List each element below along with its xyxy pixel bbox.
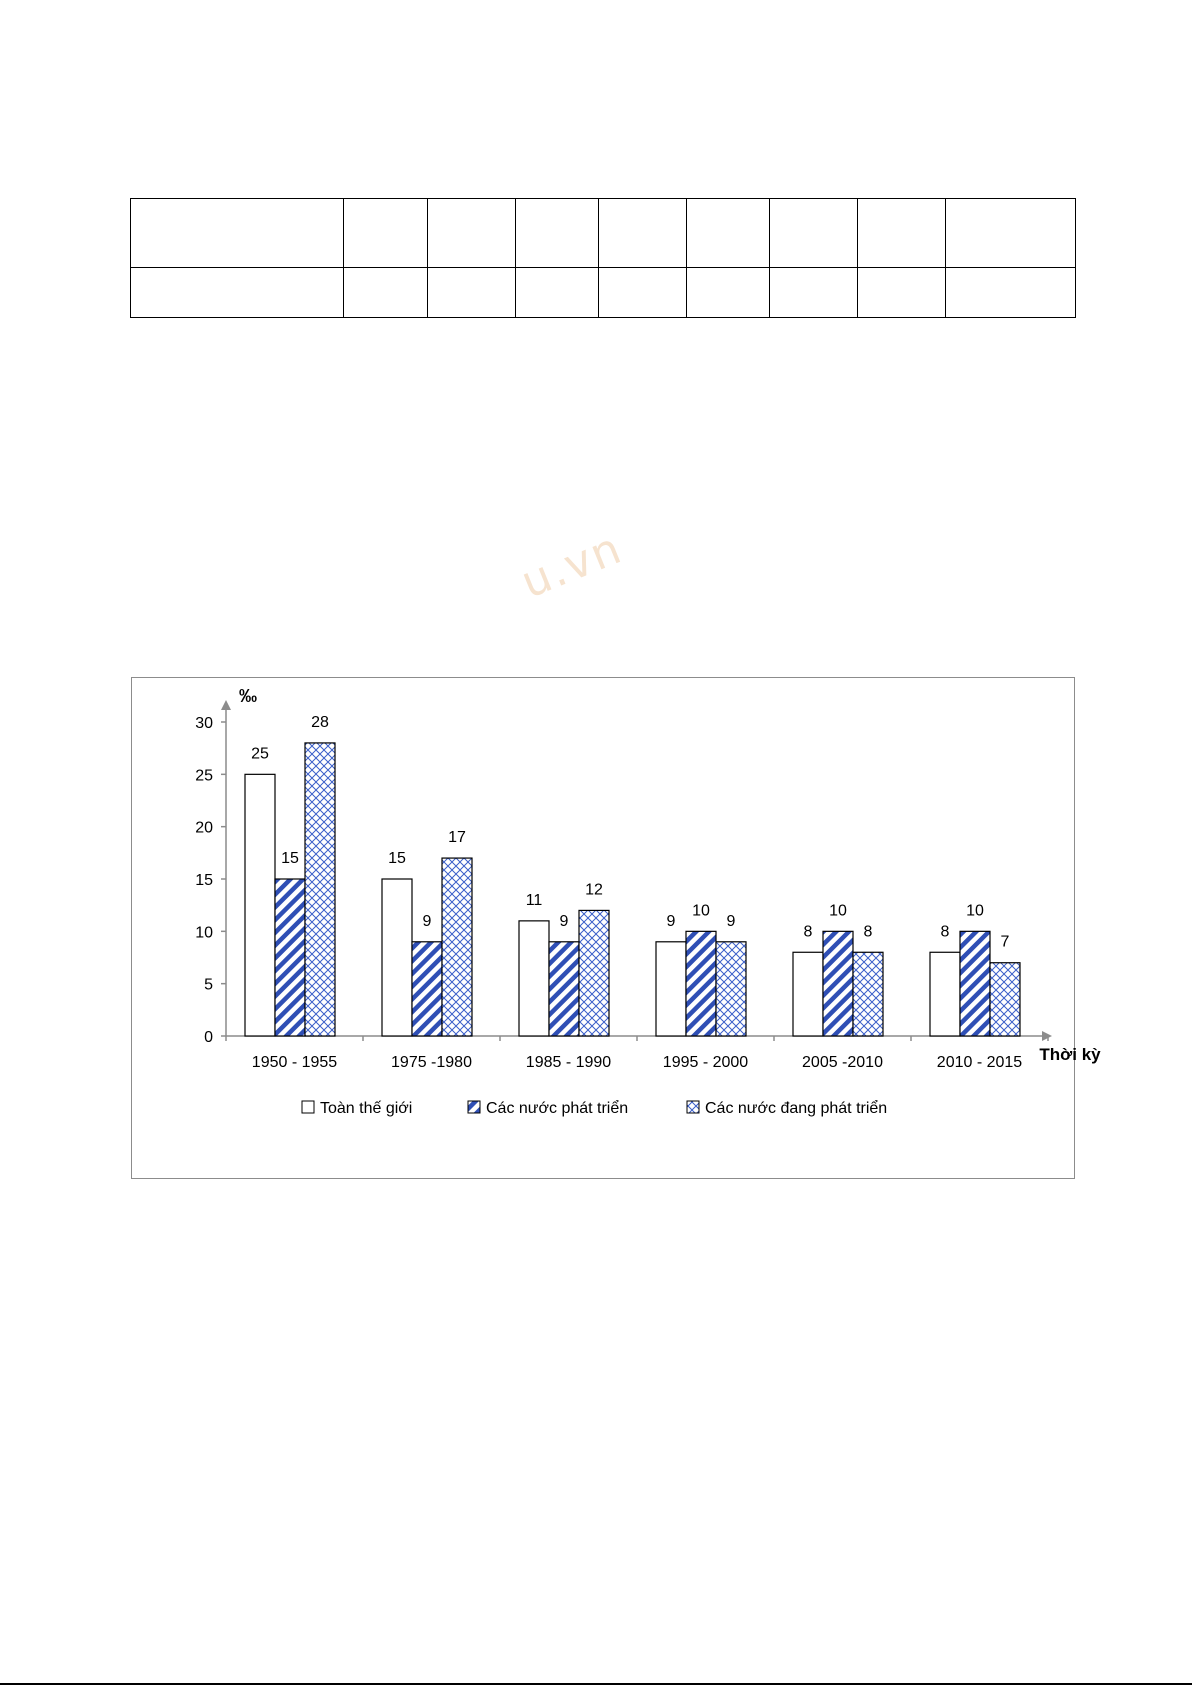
bar xyxy=(519,921,549,1036)
data-label: 9 xyxy=(666,912,676,930)
x-axis-arrow-icon xyxy=(1042,1031,1052,1041)
table-cell xyxy=(687,268,770,318)
y-tick-label: 15 xyxy=(195,872,213,889)
table-cell xyxy=(516,268,599,318)
y-tick-label: 20 xyxy=(195,819,213,837)
data-label: 28 xyxy=(311,713,329,731)
table-cell xyxy=(858,268,946,318)
bar xyxy=(382,879,412,1036)
x-tick-label: 1995 - 2000 xyxy=(662,1054,749,1071)
data-label: 15 xyxy=(388,850,406,867)
bar xyxy=(853,952,883,1036)
data-label: 11 xyxy=(525,891,543,909)
y-axis-title: ‰ xyxy=(239,686,257,706)
data-label: 25 xyxy=(251,745,269,763)
table-row xyxy=(131,199,1076,268)
data-label: 10 xyxy=(966,902,984,920)
bar xyxy=(823,931,853,1036)
data-label: 17 xyxy=(448,829,466,847)
bar xyxy=(442,858,472,1036)
table-cell xyxy=(946,268,1076,318)
bar xyxy=(686,931,716,1036)
legend-label: Toàn thế giới xyxy=(320,1100,413,1117)
bar xyxy=(793,952,823,1036)
data-label: 9 xyxy=(559,912,569,930)
y-tick-label: 5 xyxy=(204,976,213,994)
bar-chart xyxy=(132,678,1101,1178)
data-label: 15 xyxy=(281,850,299,867)
table-cell xyxy=(599,268,687,318)
data-label: 7 xyxy=(1000,933,1010,951)
table-cell xyxy=(599,199,687,268)
chart-frame xyxy=(131,677,1101,1179)
blank-data-table xyxy=(130,198,1076,318)
data-label: 9 xyxy=(726,912,736,930)
x-axis-title: Thời kỳ xyxy=(1039,1045,1101,1064)
bar xyxy=(245,774,275,1036)
y-tick-label: 0 xyxy=(204,1029,213,1046)
table-cell xyxy=(687,199,770,268)
table-cell xyxy=(858,199,946,268)
table-cell xyxy=(428,199,516,268)
data-label: 9 xyxy=(422,912,432,930)
legend-swatch xyxy=(468,1101,480,1113)
bar xyxy=(716,942,746,1036)
data-label: 10 xyxy=(829,902,847,920)
data-label: 8 xyxy=(863,923,873,941)
table-cell xyxy=(516,199,599,268)
x-tick-label: 1975 -1980 xyxy=(391,1054,472,1071)
legend-label: Các nước đang phát triển xyxy=(705,1100,888,1117)
y-tick-label: 30 xyxy=(195,715,213,732)
data-label: 8 xyxy=(803,923,813,941)
x-tick-label: 2010 - 2015 xyxy=(936,1054,1023,1071)
bar xyxy=(305,743,335,1036)
x-tick-label: 1950 - 1955 xyxy=(251,1054,338,1071)
table-cell xyxy=(131,268,344,318)
legend-swatch xyxy=(687,1101,699,1113)
table-row xyxy=(131,268,1076,318)
watermark-logo: u.vn xyxy=(514,522,630,609)
bar xyxy=(275,879,305,1036)
legend-label: Các nước phát triển xyxy=(486,1100,629,1117)
data-label: 10 xyxy=(692,902,710,920)
y-tick-label: 25 xyxy=(195,767,213,785)
bar xyxy=(656,942,686,1036)
table-cell xyxy=(428,268,516,318)
bar xyxy=(960,931,990,1036)
bar xyxy=(579,910,609,1036)
bar xyxy=(549,942,579,1036)
table-cell xyxy=(946,199,1076,268)
bar xyxy=(990,963,1020,1036)
x-tick-label: 1985 - 1990 xyxy=(525,1054,612,1071)
table-cell xyxy=(131,199,344,268)
bar xyxy=(412,942,442,1036)
bar xyxy=(930,952,960,1036)
table-cell xyxy=(770,268,858,318)
y-axis-arrow-icon xyxy=(221,700,231,710)
data-label: 12 xyxy=(585,881,603,899)
table-cell xyxy=(344,199,428,268)
x-tick-label: 2005 -2010 xyxy=(802,1054,883,1071)
table-cell xyxy=(770,199,858,268)
legend-swatch xyxy=(302,1101,314,1113)
data-label: 8 xyxy=(940,923,950,941)
y-tick-label: 10 xyxy=(195,924,213,942)
table-cell xyxy=(344,268,428,318)
